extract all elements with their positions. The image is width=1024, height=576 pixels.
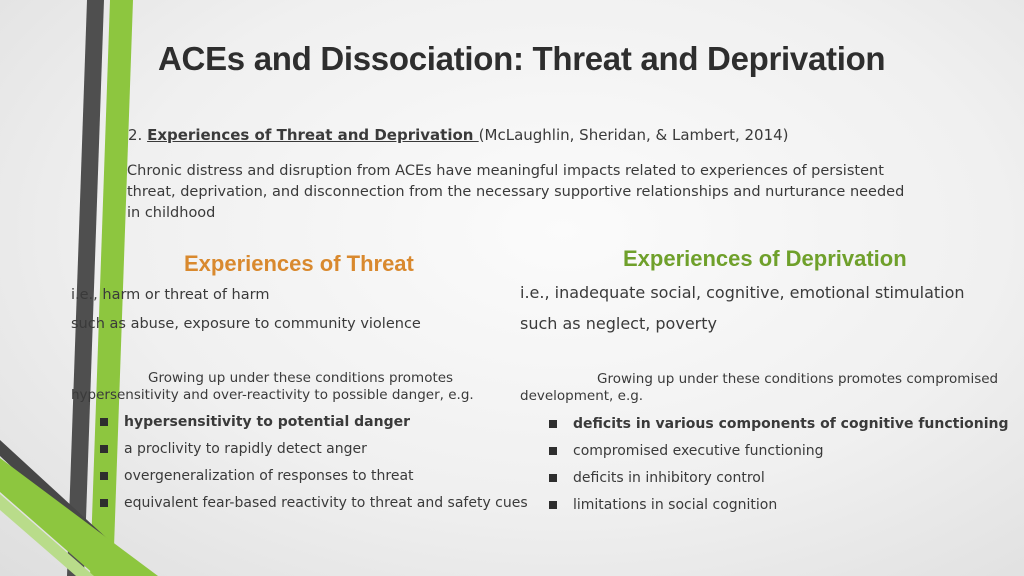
deprivation-definition: i.e., inadequate social, cognitive, emotional stimulation: [520, 283, 965, 302]
threat-definition: i.e., harm or threat of harm: [71, 287, 270, 303]
list-item: [549, 495, 1009, 522]
threat-heading: Experiences of Threat: [184, 251, 414, 276]
bullet-square-icon: [100, 472, 108, 480]
threat-bullet-list: [100, 412, 528, 520]
list-item: [100, 439, 528, 466]
bullet-text: hypersensitivity to potential danger: [124, 414, 410, 430]
deprivation-examples: such as neglect, poverty: [520, 314, 717, 333]
bullet-text: a proclivity to rapidly detect anger: [124, 441, 367, 457]
bullet-square-icon: [100, 418, 108, 426]
bullet-text: overgeneralization of responses to threat: [124, 468, 414, 484]
bullet-square-icon: [549, 447, 557, 455]
bullet-text: deficits in inhibitory control: [573, 470, 765, 486]
threat-paragraph-line-2: hypersensitivity and over-reactivity to possible danger, e.g.: [71, 387, 474, 403]
bullet-square-icon: [549, 420, 557, 428]
deprivation-paragraph: [520, 371, 1020, 405]
list-item: [549, 441, 1009, 468]
list-item: [549, 414, 1009, 441]
intro-paragraph: Chronic distress and disruption from ACEs have meaningful impacts related to experiences of persistent threat, deprivation, and disconnection from the necessary supportive relationships and nurturance needed in childhood: [127, 163, 905, 221]
bullet-square-icon: [100, 499, 108, 507]
bullet-square-icon: [549, 501, 557, 509]
bullet-text: equivalent fear-based reactivity to threat and safety cues: [124, 495, 528, 511]
deprivation-paragraph-line-2: development, e.g.: [520, 388, 644, 404]
threat-paragraph: [71, 370, 511, 404]
threat-examples: such as abuse, exposure to community violence: [71, 316, 421, 332]
bullet-square-icon: [100, 445, 108, 453]
bullet-text: deficits in various components of cognitive functioning: [573, 416, 1009, 432]
list-item: [549, 468, 1009, 495]
deprivation-bullet-list: [549, 414, 1009, 522]
threat-paragraph-line-1: Growing up under these conditions promotes: [148, 370, 454, 386]
slide-title: ACEs and Dissociation: Threat and Deprivation: [158, 40, 886, 77]
deprivation-paragraph-line-1: Growing up under these conditions promotes compromised: [597, 371, 999, 387]
bullet-square-icon: [549, 474, 557, 482]
list-item: [100, 493, 528, 520]
section-number: 2.: [128, 126, 143, 144]
citation: (McLaughlin, Sheridan, & Lambert, 2014): [478, 126, 789, 144]
deprivation-heading: Experiences of Deprivation: [623, 246, 907, 271]
section-link[interactable]: Experiences of Threat and Deprivation: [147, 126, 479, 144]
bullet-text: limitations in social cognition: [573, 497, 778, 513]
section-subheading: [128, 126, 789, 144]
bullet-text: compromised executive functioning: [573, 443, 824, 459]
list-item: [100, 466, 528, 493]
list-item: [100, 412, 528, 439]
